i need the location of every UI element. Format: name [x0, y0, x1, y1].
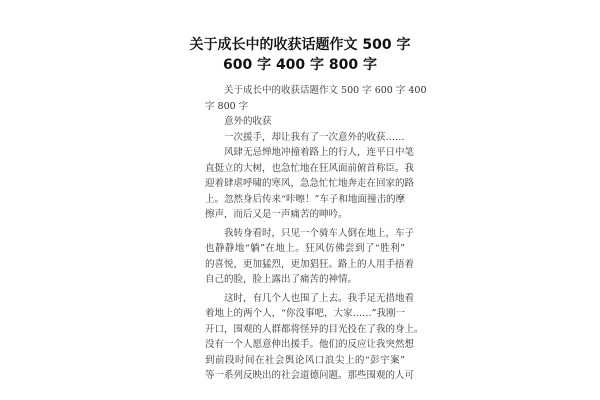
title-line-2: 600 字 400 字 800 字 — [222, 57, 378, 73]
body-line: 自己的脸，脸上露出了痛苦的神情。 — [205, 274, 358, 285]
body-line: 也静静地“躺”在地上。狂风仿佛尝到了“胜利” — [205, 243, 405, 254]
body-line: 上。忽然身后传来“咔嚓！”车子和地面撞击的摩 — [205, 193, 405, 205]
body-line: 到前段时间在社会舆论风口浪尖上的“彭宇案” — [205, 354, 405, 366]
body-line: 字 800 字 — [205, 100, 249, 112]
body-line: 着地上的两个人，“你没事吧，大家……”我刚一 — [205, 308, 405, 319]
document-body — [205, 83, 427, 384]
body-line: 的喜悦，更加猛烈，更加猖狂。路上的人用手捂着 — [205, 258, 415, 270]
body-line: 一次援手，却让我有了一次意外的收获…… — [224, 131, 405, 143]
title-line-1: 关于成长中的收获话题作文 500 字 — [189, 37, 411, 53]
body-line: 等一系列反映出的社会道德问题。那些围观的人可 — [205, 370, 415, 381]
body-line: 风肆无忌惮地冲撞着路上的行人，连平日中笔 — [224, 147, 415, 158]
body-line: 这时，有几个人也围了上去。我手足无措地看 — [224, 292, 415, 304]
paragraph — [205, 226, 415, 288]
paragraph — [205, 145, 415, 223]
document-title — [0, 35, 600, 75]
paragraph-subtitle — [205, 114, 405, 130]
paragraph — [205, 291, 424, 384]
body-line: 我转身看时，只见一个骑车人倒在地上，车子 — [224, 227, 415, 239]
body-line: 开口，围观的人群都将怪异的目光投在了我的身上。 — [205, 323, 424, 335]
paragraph-intro — [205, 83, 427, 114]
body-line: 意外的收获 — [224, 116, 272, 127]
body-line: 关于成长中的收获话题作文 500 字 600 字 400 — [224, 85, 427, 96]
body-line: 直挺立的大树，也急忙地在狂风面前俯首称臣。我 — [205, 162, 415, 174]
body-line: 没有一个人愿意伸出援手。他们的反应让我突然想 — [205, 339, 415, 350]
paragraph — [205, 130, 405, 146]
body-line: 擦声，而后又是一声痛苦的呻吟。 — [205, 209, 348, 220]
body-line: 迎着肆虐呼啸的寒风，急急忙忙地奔走在回家的路 — [205, 178, 415, 189]
